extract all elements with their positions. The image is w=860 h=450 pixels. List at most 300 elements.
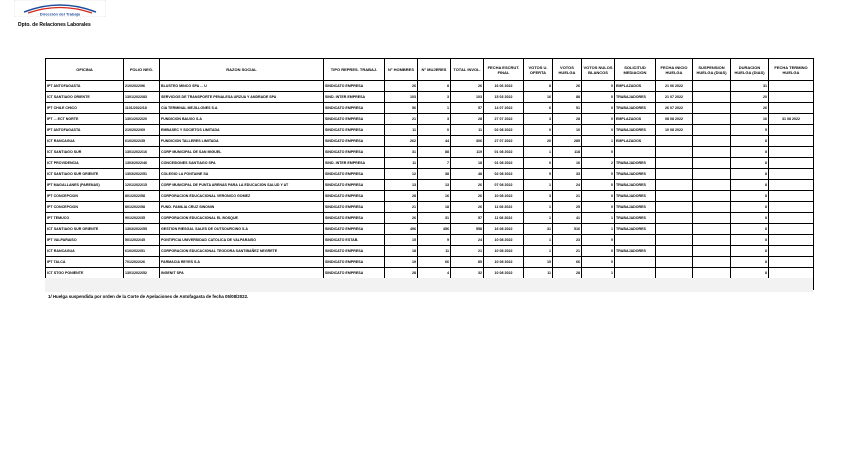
table-cell: ICT RANCAGUA — [46, 136, 124, 147]
table-cell — [656, 147, 693, 158]
column-header: OFICINA — [46, 59, 124, 81]
table-cell: 4 — [418, 268, 451, 279]
column-header: SOLICITUD MEDIACION — [615, 59, 656, 81]
table-cell: ICT SANTIAGO SUR — [46, 147, 124, 158]
table-cell: SINDICATO EMPRESA — [324, 147, 385, 158]
table-cell: 701/2022/26 — [124, 257, 160, 268]
table-cell — [693, 268, 731, 279]
table-cell: 31 — [418, 213, 451, 224]
column-header: DURACION HUELGA (DIAS) — [731, 59, 769, 81]
table-cell: TRABAJADORES — [615, 246, 656, 257]
table-cell: 27 07 2022 — [484, 114, 524, 125]
column-header: VOTOS HUELGA — [553, 59, 582, 81]
table-cell: 18 — [451, 158, 484, 169]
table-cell — [615, 257, 656, 268]
direccion-del-trabajo-logo — [14, 0, 106, 17]
footnote: 1/ Huelga suspendida por orden de la Corte de Apelaciones de Antofagasta de fecha 05/08/2022. — [48, 294, 249, 299]
table-cell: 19 — [385, 257, 418, 268]
table-cell: 558 — [451, 224, 484, 235]
table-cell — [656, 191, 693, 202]
table-cell — [656, 202, 693, 213]
table-cell: 8 — [731, 268, 769, 279]
table-cell: 44 — [418, 136, 451, 147]
table-cell: TRABAJADORES — [615, 180, 656, 191]
table-cell: EMPLAZADOS — [615, 114, 656, 125]
table-cell: 88 — [418, 147, 451, 158]
table-cell: IPT MAGALLANES (PARENAS) — [46, 180, 124, 191]
column-header: N° HOMBRES — [385, 59, 418, 81]
table-cell: 1303/2022/55 — [124, 224, 160, 235]
table-cell: 18 — [418, 202, 451, 213]
table-cell: SINDICATO EMPRESA — [324, 103, 385, 114]
table-cell: SIND. INTER EMPRESA — [324, 158, 385, 169]
table-cell — [656, 235, 693, 246]
table-cell: 5 — [524, 169, 553, 180]
table-cell: 8 — [731, 158, 769, 169]
department-label: Dpto. de Relaciones Laborales — [18, 22, 91, 28]
table-cell — [769, 246, 814, 257]
table-cell: 13 — [385, 180, 418, 191]
table-cell: SINDICATO EMPRESA — [324, 136, 385, 147]
table-cell: ICT SANTIAGO SUR ORIENTE — [46, 224, 124, 235]
table-cell: ICT RANCAGUA — [46, 246, 124, 257]
table-cell: 26 — [451, 202, 484, 213]
table-cell: FUNDICION BAUXO S.A — [160, 114, 324, 125]
table-cell: 28 — [451, 114, 484, 125]
table-cell: SINDICATO EMPRESA — [324, 246, 385, 257]
table-row — [46, 147, 814, 158]
table-cell: SINDICATO EMPRESA — [324, 257, 385, 268]
table-row — [46, 114, 814, 125]
table-cell: 0 — [418, 125, 451, 136]
table-cell: 21 — [385, 202, 418, 213]
table-cell: 5 — [731, 125, 769, 136]
table-cell: 0 — [582, 169, 615, 180]
table-cell: CORPORACION EDUCACIONAL EL BOSQUE — [160, 213, 324, 224]
table-cell — [656, 136, 693, 147]
table-cell: 119 — [451, 147, 484, 158]
table-cell — [693, 81, 731, 92]
table-cell: 08 08 2022 — [656, 114, 693, 125]
table-cell: SINDICATO EMPRESA — [324, 224, 385, 235]
table-cell: IPT ... ECT NORTE — [46, 114, 124, 125]
table-cell — [693, 191, 731, 202]
table-cell — [693, 158, 731, 169]
table-cell: SINDICATO EMPRESA — [324, 81, 385, 92]
table-cell — [769, 136, 814, 147]
table-cell: 88 — [553, 92, 582, 103]
table-cell: 11 — [418, 246, 451, 257]
table-cell: 21 — [553, 191, 582, 202]
table-cell: 0 — [524, 158, 553, 169]
table-cell: 0 — [582, 257, 615, 268]
column-header: RAZON SOCIAL — [160, 59, 324, 81]
table-cell: 262 — [385, 136, 418, 147]
table-cell — [769, 169, 814, 180]
table-cell: TRABAJADORES — [615, 202, 656, 213]
table-cell: 610/2022/51 — [124, 246, 160, 257]
table-cell: 8 — [524, 81, 553, 92]
table-cell: 21 — [451, 246, 484, 257]
table-cell: 20 — [731, 92, 769, 103]
table-row — [46, 235, 814, 246]
table-cell: 26 — [731, 103, 769, 114]
table-cell: IPT CHILE CHICO — [46, 103, 124, 114]
table-cell: 66 — [553, 257, 582, 268]
table-cell: 9 — [418, 235, 451, 246]
table-cell: 13 — [418, 180, 451, 191]
table-cell — [693, 235, 731, 246]
table-cell: 21 07 2022 — [656, 92, 693, 103]
table-row — [46, 257, 814, 268]
table-cell: 11 — [524, 268, 553, 279]
table-cell — [656, 158, 693, 169]
table-cell: 12 — [385, 169, 418, 180]
table-cell: SINDICATO ESTAB. — [324, 235, 385, 246]
table-cell: 210/2022/69 — [124, 125, 160, 136]
table-cell: TRABAJADORES — [615, 103, 656, 114]
table-cell: 41 — [553, 213, 582, 224]
table-cell: BLUSTEO MINCO SPA ... U — [160, 81, 324, 92]
table-cell: 0 — [582, 103, 615, 114]
table-cell: IPT ANTOFAGASTA — [46, 81, 124, 92]
table-cell — [656, 246, 693, 257]
table-cell: GESTION RIESGAL SALES DE OUTSOURCING S.A — [160, 224, 324, 235]
table-cell: ICT STGO PONIENTE — [46, 268, 124, 279]
table-cell: SINDICATO EMPRESA — [324, 114, 385, 125]
table-cell — [769, 92, 814, 103]
table-cell — [693, 202, 731, 213]
table-cell: 27 07 2022 — [484, 136, 524, 147]
table-cell: 10 08 2022 — [484, 235, 524, 246]
table-cell — [656, 257, 693, 268]
table-cell: 38 — [418, 169, 451, 180]
table-cell: 10 08 2022 — [484, 268, 524, 279]
table-cell: 1 — [524, 180, 553, 191]
table-cell — [693, 103, 731, 114]
table-cell: 28 — [553, 268, 582, 279]
table-cell: 6 — [524, 103, 553, 114]
table-cell: 103 — [385, 92, 418, 103]
table-cell — [656, 213, 693, 224]
table-cell: EMBASEC Y SOCIETOS LIMITADA — [160, 125, 324, 136]
table-cell: 8 — [731, 191, 769, 202]
table-cell — [769, 191, 814, 202]
table-cell: 02 08 2022 — [484, 125, 524, 136]
table-cell: EMPLAZADOS — [615, 81, 656, 92]
table-cell — [693, 213, 731, 224]
table-cell: 21 — [385, 114, 418, 125]
table-cell: 16 — [553, 158, 582, 169]
column-header: FECHA ESCRUT. FINAL — [484, 59, 524, 81]
table-cell: ICT PROVIDENCIA — [46, 158, 124, 169]
table-cell: INGENIT SPA — [160, 268, 324, 279]
table-cell: IPT TEMUCO — [46, 213, 124, 224]
table-cell — [693, 125, 731, 136]
table-cell: TRABAJADORES — [615, 224, 656, 235]
table-cell: ICT SANTIAGO ORIENTE — [46, 92, 124, 103]
table-cell: 8 — [731, 202, 769, 213]
table-cell — [615, 147, 656, 158]
table-cell: 57 — [451, 213, 484, 224]
table-cell: 8 — [418, 81, 451, 92]
table-cell: 0 — [582, 235, 615, 246]
table-cell: TRABAJADORES — [615, 158, 656, 169]
table-cell: SERVICIOS DE TRANSPORTE PENALESA URZUA Y ANDRADE SPA — [160, 92, 324, 103]
table-cell — [769, 158, 814, 169]
table-cell: 28 — [385, 268, 418, 279]
table-cell: 02 08 2022 — [484, 169, 524, 180]
table-cell: 0 — [524, 125, 553, 136]
table-cell: TRABAJADORES — [615, 213, 656, 224]
table-header-row — [46, 59, 814, 81]
table-cell: 57 — [451, 103, 484, 114]
table-cell: 8 — [731, 213, 769, 224]
table-cell — [656, 169, 693, 180]
table-cell: 16 — [731, 114, 769, 125]
table-cell: 26 — [385, 81, 418, 92]
table-cell — [693, 257, 731, 268]
table-cell — [693, 169, 731, 180]
column-header: TOTAL INVOL. — [451, 59, 484, 81]
table-cell: 0 — [582, 114, 615, 125]
table-cell: 32 — [451, 268, 484, 279]
table-cell: 31 — [731, 81, 769, 92]
table-cell: 26 — [451, 191, 484, 202]
table-cell: SINDICATO EMPRESA — [324, 213, 385, 224]
table-cell: 10 08 2022 — [656, 125, 693, 136]
table-cell: 3 — [418, 114, 451, 125]
table-cell: 118 — [553, 147, 582, 158]
table-cell: 1 — [418, 103, 451, 114]
table-cell: 501/2022/45 — [124, 235, 160, 246]
table-body — [46, 81, 814, 290]
table-cell: 25 — [553, 202, 582, 213]
table-cell: 16 — [418, 191, 451, 202]
table-cell: 10 08 2022 — [484, 257, 524, 268]
column-header: FECHA INICIO HUELGA — [656, 59, 693, 81]
table-cell: 15 — [385, 235, 418, 246]
negotiations-table — [45, 58, 814, 290]
table-cell: PONTIFICIA UNIVERSIDAD CATOLICA DE VALPARAISO — [160, 235, 324, 246]
table-cell: 28 — [553, 114, 582, 125]
table-cell: IPT CONCEPCION — [46, 202, 124, 213]
table-cell: 21 — [553, 246, 582, 257]
table-cell: TRABAJADORES — [615, 92, 656, 103]
table-cell: 456 — [418, 224, 451, 235]
table-cell: 1 — [524, 246, 553, 257]
table-cell — [769, 103, 814, 114]
table-footer-band — [45, 278, 813, 292]
table-cell — [693, 136, 731, 147]
table-cell: 8 — [731, 224, 769, 235]
table-cell: ICT SANTIAGO SUR ORIENTE — [46, 169, 124, 180]
table-cell: FUNDICION TALLERES LIMITADA — [160, 136, 324, 147]
table-cell: 20 — [524, 136, 553, 147]
table-cell: 21 06 2022 — [656, 81, 693, 92]
table-cell: 1 — [582, 213, 615, 224]
table-row — [46, 92, 814, 103]
table-cell: 0 — [582, 81, 615, 92]
column-header: VOTOS U. OFERTA — [524, 59, 553, 81]
table-row — [46, 81, 814, 92]
table-cell: 103 — [451, 92, 484, 103]
table-cell: 496 — [385, 224, 418, 235]
table-row — [46, 158, 814, 169]
table-cell: 11 — [451, 125, 484, 136]
table-cell: IPT VALPARAISO — [46, 235, 124, 246]
table-cell: 11 — [385, 125, 418, 136]
table-cell: 01 08 2022 — [484, 158, 524, 169]
table-cell — [769, 224, 814, 235]
table-cell: 10 08 2022 — [484, 191, 524, 202]
table-cell: 1 — [582, 136, 615, 147]
table-cell: 26 07 2022 — [656, 103, 693, 114]
table-cell: 1303/2022/51 — [124, 169, 160, 180]
table-cell: 11 08 2022 — [484, 202, 524, 213]
table-row — [46, 268, 814, 279]
table-cell: TRABAJADORES — [615, 191, 656, 202]
table-cell: IPT CONCEPCION — [46, 191, 124, 202]
table-cell: 0 — [582, 125, 615, 136]
table-cell: 16 08 2022 — [484, 224, 524, 235]
table-cell: 23 — [553, 235, 582, 246]
table-cell — [769, 235, 814, 246]
table-cell — [693, 224, 731, 235]
table-cell: 1 — [524, 235, 553, 246]
table-cell — [656, 268, 693, 279]
table-cell: 51 — [553, 103, 582, 114]
table-cell: 8 — [731, 246, 769, 257]
table-cell: 8 — [731, 257, 769, 268]
table-cell: 0 — [582, 191, 615, 202]
table-cell — [769, 125, 814, 136]
table-cell: 3 — [418, 92, 451, 103]
table-cell: 26 — [553, 81, 582, 92]
table-cell: 8 — [731, 235, 769, 246]
table-cell: FARMACIA REYES S.A — [160, 257, 324, 268]
table-row — [46, 224, 814, 235]
table-cell: 56 — [385, 103, 418, 114]
table-cell: 1201/2022/15 — [124, 180, 160, 191]
table-cell: 1301/2022/20 — [124, 114, 160, 125]
table-cell: 1301/2022/16 — [124, 147, 160, 158]
table-cell: 11 08 2022 — [484, 213, 524, 224]
table-cell: 1 — [524, 213, 553, 224]
table-cell: 10 — [553, 125, 582, 136]
table-cell — [769, 213, 814, 224]
table-cell — [769, 81, 814, 92]
table-cell — [615, 268, 656, 279]
table-cell: TRABAJADORES — [615, 125, 656, 136]
table-cell: 1 — [582, 224, 615, 235]
table-cell: IPT TALCA — [46, 257, 124, 268]
table-cell: 0 — [582, 202, 615, 213]
table-cell: 15 03 2022 — [484, 92, 524, 103]
table-row — [46, 169, 814, 180]
table-cell: 16 — [524, 92, 553, 103]
table-cell: 85 — [451, 257, 484, 268]
table-cell: 285 — [553, 136, 582, 147]
table-cell: 15 — [524, 257, 553, 268]
table-cell: 1303/2022/46 — [124, 158, 160, 169]
table-cell: 10 08 2022 — [484, 246, 524, 257]
table-cell — [769, 257, 814, 268]
table-cell: 1301/2022/52 — [124, 268, 160, 279]
table-cell: 7 — [418, 158, 451, 169]
logo-text: Dirección del Trabajo — [39, 11, 81, 17]
table-cell: 1 — [524, 147, 553, 158]
table-cell — [615, 235, 656, 246]
table-row — [46, 246, 814, 257]
table-cell: 33 — [553, 169, 582, 180]
table-cell — [693, 92, 731, 103]
table-cell: 1 — [582, 268, 615, 279]
table-cell: CORP MUNICIPAL DE PUNTA ARENAS PARA LA EDUCACION SALUD Y AT — [160, 180, 324, 191]
table-cell: 31 08 2022 — [769, 114, 814, 125]
table-cell: 24 — [553, 180, 582, 191]
table-cell: 48 — [451, 169, 484, 180]
table-cell: 18 — [385, 246, 418, 257]
table-cell: TRABAJADORES — [615, 169, 656, 180]
table-cell: 1301/2022/83 — [124, 92, 160, 103]
table-cell: 26 — [385, 213, 418, 224]
table-cell: EMPLAZADOS — [615, 136, 656, 147]
table-cell: 8 — [731, 136, 769, 147]
table-cell: 0 — [582, 147, 615, 158]
table-cell: CONCESIONES SANTIAGO SPA — [160, 158, 324, 169]
table-cell: SINDICATO EMPRESA — [324, 180, 385, 191]
table-row — [46, 213, 814, 224]
table-cell — [769, 147, 814, 158]
table-cell: 11 — [385, 158, 418, 169]
table-cell: 26 — [451, 180, 484, 191]
column-header: FOLIO NEG. — [124, 59, 160, 81]
table-cell — [693, 147, 731, 158]
table-cell: 14 07 2022 — [484, 103, 524, 114]
table-cell: SINDICATO EMPRESA — [324, 191, 385, 202]
column-header: N° MUJERES — [418, 59, 451, 81]
table-cell: 16 06 2022 — [484, 81, 524, 92]
table-cell: 31 — [385, 147, 418, 158]
column-header: TIPO REPRES. TRABAJ. — [324, 59, 385, 81]
table-cell: 2 — [582, 158, 615, 169]
table-cell: SIND. INTER EMPRESA — [324, 92, 385, 103]
table-cell: 0 — [582, 180, 615, 191]
table-cell: CIA TERMINAL MEJILLONES S.A — [160, 103, 324, 114]
table-cell: 306 — [451, 136, 484, 147]
table-cell: SINDICATO EMPRESA — [324, 125, 385, 136]
table-cell: 610/2022/35 — [124, 136, 160, 147]
table-cell: 01 08 2022 — [484, 147, 524, 158]
table-cell — [769, 268, 814, 279]
table-cell: 07 08 2022 — [484, 180, 524, 191]
table-cell: 0 — [582, 246, 615, 257]
table-row — [46, 103, 814, 114]
table-row — [46, 125, 814, 136]
table-cell: IPT ANTOFAGASTA — [46, 125, 124, 136]
table-cell: 8 — [731, 147, 769, 158]
table-cell: 66 — [418, 257, 451, 268]
table-cell — [693, 246, 731, 257]
table-cell: 1 — [524, 202, 553, 213]
table-cell — [769, 202, 814, 213]
table-cell: SINDICATO EMPRESA — [324, 268, 385, 279]
table-cell: FUND. FAMILIA CRUZ SINONIN — [160, 202, 324, 213]
table-cell: 801/2022/58 — [124, 191, 160, 202]
table-row — [46, 136, 814, 147]
table-cell: 1101/2022/18 — [124, 103, 160, 114]
